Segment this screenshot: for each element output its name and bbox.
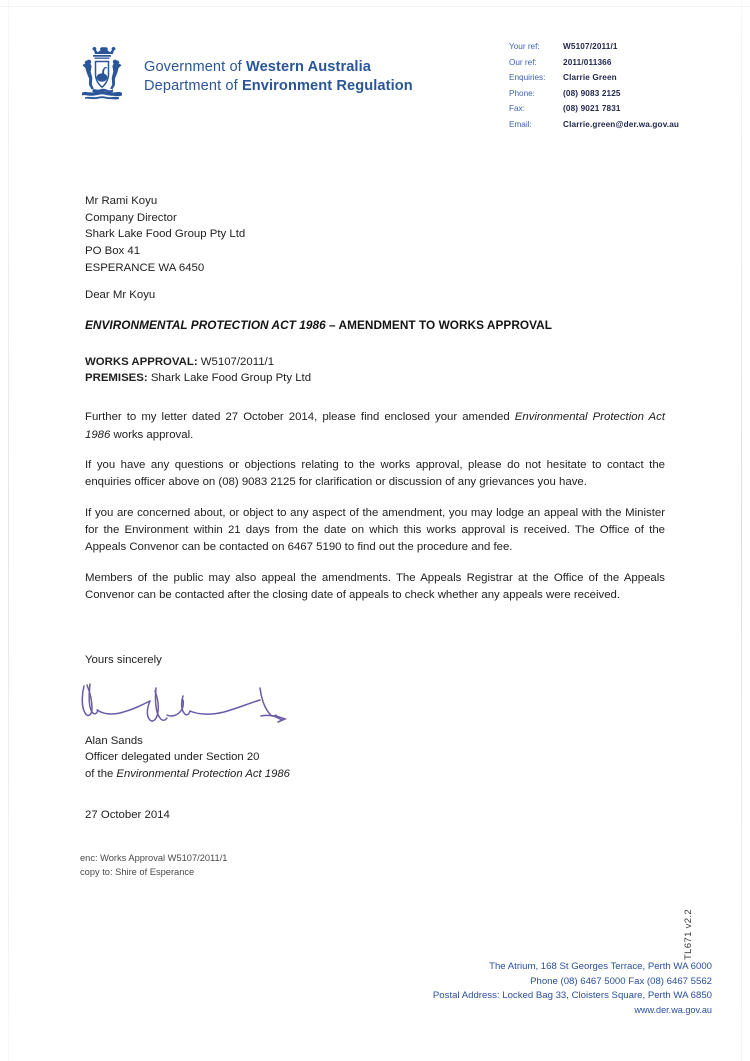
reference-row-phone: [509, 89, 724, 98]
letterhead: [74, 44, 413, 110]
addressee-role: Company Director: [85, 211, 177, 224]
enclosure-note: enc: Works Approval W5107/2011/1: [80, 853, 228, 863]
reference-row-our-ref: [509, 58, 724, 67]
paragraph-appeal-rights: If you are concerned about, or object to any aspect of the amendment, you may lodge an appeal with the Minister for the Environment within 21 days from the date on which this works approval is received. The Office of the Appeals Convenor can be contacted on 6467 5190 to find out the procedure and fee.: [85, 506, 665, 554]
works-approval-label: WORKS APPROVAL:: [85, 356, 198, 368]
body-paragraphs: [85, 398, 665, 617]
enquiries-value: Clarrie Green: [563, 73, 617, 83]
reference-row-your-ref: [509, 42, 724, 51]
reference-row-fax: [509, 104, 724, 113]
form-code: [669, 898, 733, 962]
phone-value: (08) 9083 2125: [563, 88, 621, 98]
our-ref-label: Our ref:: [509, 57, 537, 67]
subject-heading: [85, 318, 552, 332]
email-label: Email:: [509, 120, 532, 130]
end-notes: [80, 851, 227, 880]
signer-act-line: of the Environmental Protection Act 1986: [85, 767, 290, 780]
addressee-city: ESPERANCE WA 6450: [85, 261, 205, 274]
addressee-street: PO Box 41: [85, 244, 141, 257]
enquiries-label: Enquiries:: [509, 73, 546, 83]
footer-website-url: www.der.wa.gov.au: [634, 1004, 712, 1015]
premises-line: [85, 370, 311, 386]
phone-label: Phone:: [509, 88, 535, 98]
reference-row-email: [509, 120, 724, 129]
wordmark-line-government: Government of Western Australia: [144, 59, 371, 76]
works-approval-line: [85, 354, 311, 370]
footer-postal-address: Postal Address: Locked Bag 33, Cloisters Square, Perth WA 6850: [432, 990, 712, 1002]
email-value: Clarrie.green@der.wa.gov.au: [563, 120, 680, 130]
your-ref-value: W5107/2011/1: [563, 42, 618, 51]
salutation: Dear Mr Koyu: [85, 289, 156, 301]
handwritten-signature-icon: [78, 672, 318, 734]
signer-title: Officer delegated under Section 20: [85, 751, 260, 764]
paragraph-enquiries: If you have any questions or objections relating to the works approval, please do not hesitate to contact the enquiries officer above on (08) 9083 2125 for clarification or discussion of any grievances you have.: [85, 459, 665, 489]
scan-edge-right: [741, 0, 742, 1061]
signer-block: [85, 733, 290, 782]
scan-edge-top: [0, 6, 750, 7]
approval-details: [85, 354, 311, 386]
copy-to-note: copy to: Shire of Esperance: [80, 867, 195, 878]
footer: [0, 960, 712, 1018]
reference-row-enquiries: [509, 73, 724, 82]
form-code-text: TL671 v2.2: [683, 908, 694, 960]
letter-date: 27 October 2014: [85, 809, 170, 821]
act-citation-inline: Environmental Protection Act 1986: [85, 411, 665, 441]
wordmark: [144, 58, 413, 95]
addressee-company: Shark Lake Food Group Pty Ltd: [85, 228, 246, 241]
paragraph-public-appeals: Members of the public may also appeal the amendments. The Appeals Registrar at the Office of the Appeals Convenor can be contacted after the closing date of appeals to check whether any appeals were received.: [85, 571, 665, 602]
fax-label: Fax:: [509, 104, 525, 114]
wa-state-crest-icon: [74, 44, 130, 110]
premises-name: Shark Lake Food Group Pty Ltd: [147, 372, 312, 385]
signer-name: Alan Sands: [85, 735, 143, 747]
footer-address: The Atrium, 168 St Georges Terrace, Perth WA 6000: [489, 961, 712, 972]
footer-phone-fax: Phone (08) 6467 5000 Fax (08) 6467 5562: [530, 975, 712, 987]
subject-remainder: – AMENDMENT TO WORKS APPROVAL: [325, 318, 552, 332]
paragraph-enclosure: Further to my letter dated 27 October 2014, please find enclosed your amended Environmental Protection Act 1986 works approval.: [85, 411, 665, 441]
our-ref-value: 2011/011366: [563, 57, 612, 67]
subject-act-name: ENVIRONMENTAL PROTECTION ACT 1986: [85, 318, 326, 332]
your-ref-label: Your ref:: [509, 42, 540, 51]
scan-edge-left: [8, 0, 9, 1061]
works-approval-number: W5107/2011/1: [197, 356, 275, 368]
signer-act-name: Environmental Protection Act 1986: [116, 767, 290, 780]
reference-block: [509, 42, 724, 136]
fax-value: (08) 9021 7831: [563, 104, 621, 114]
addressee-block: [85, 193, 245, 276]
closing-salutation: Yours sincerely: [85, 654, 162, 666]
addressee-name: Mr Rami Koyu: [85, 195, 158, 207]
premises-label: PREMISES:: [85, 372, 148, 385]
wordmark-line-department: Department of Environment Regulation: [144, 78, 413, 94]
